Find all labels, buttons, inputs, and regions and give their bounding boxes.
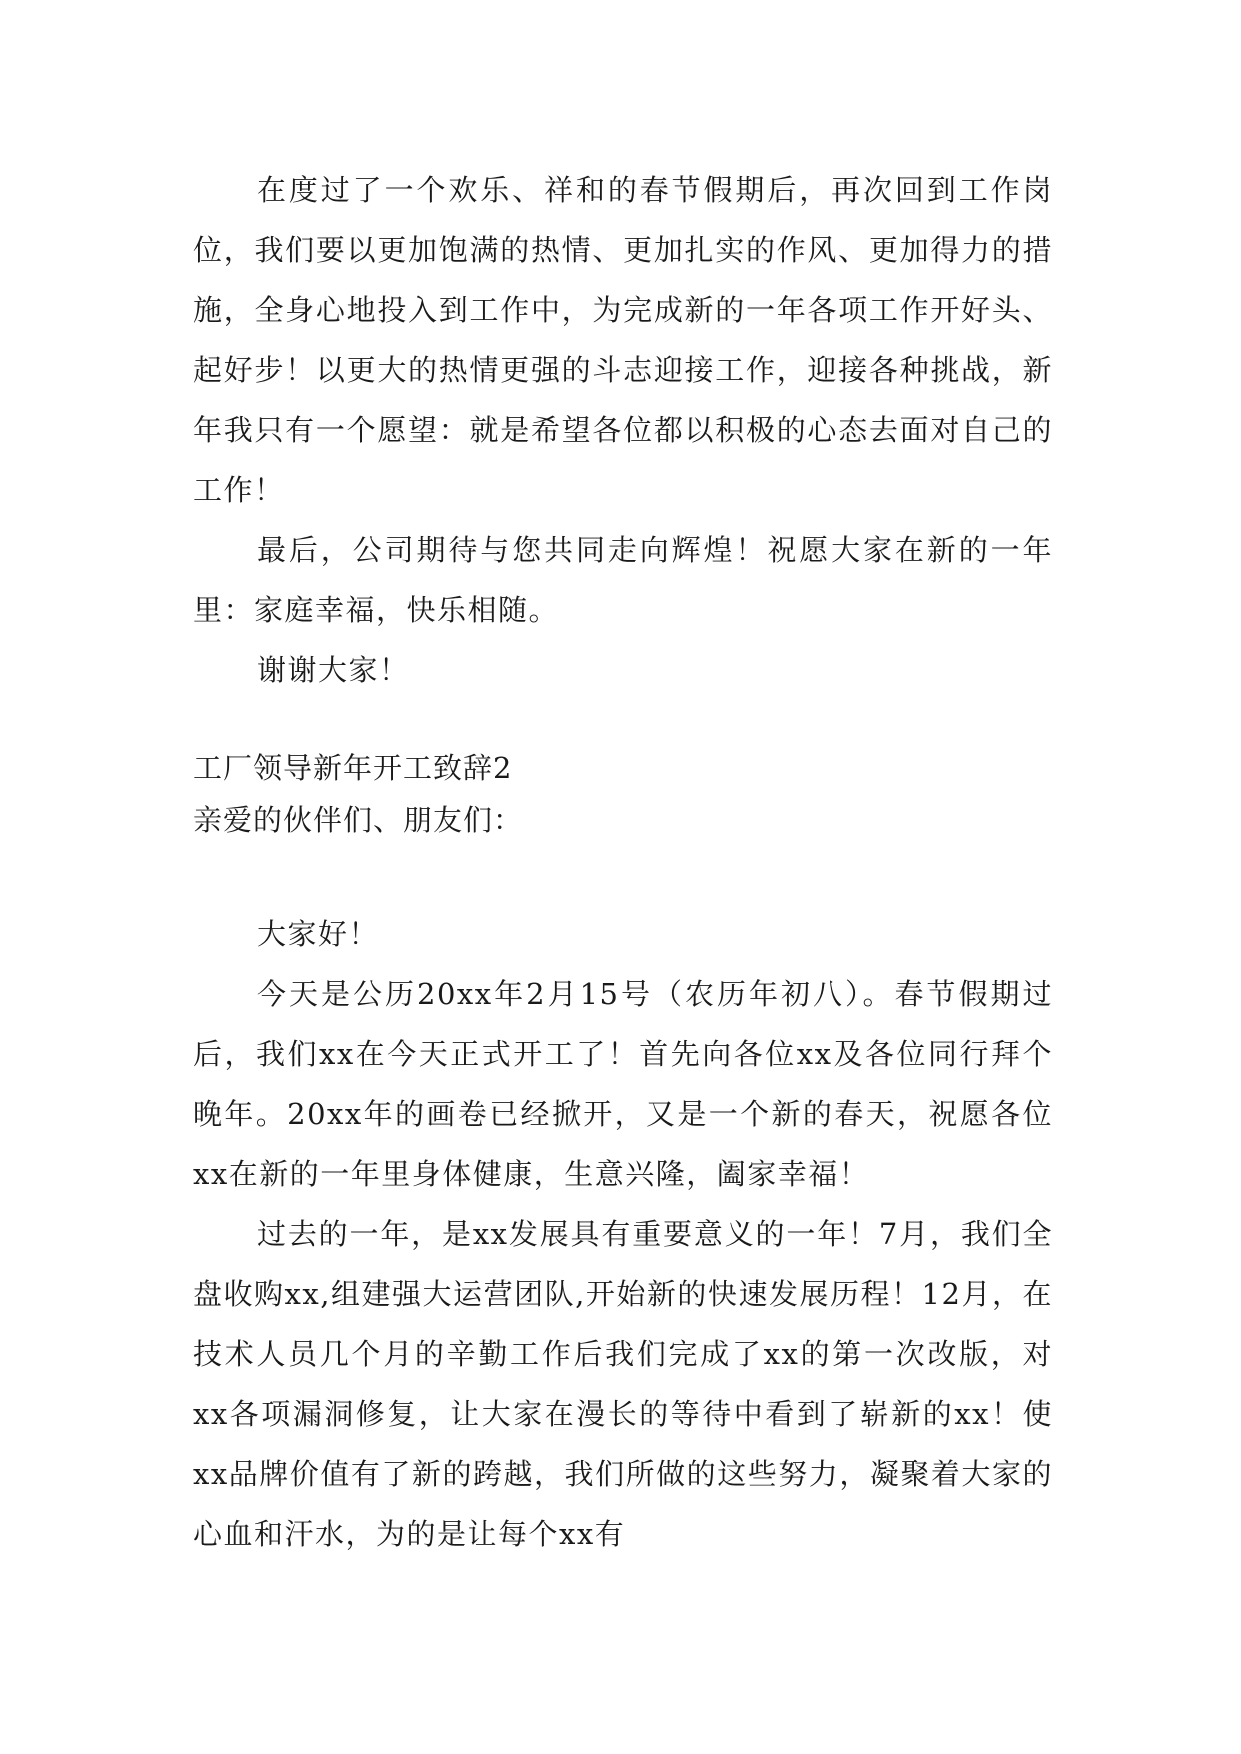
document-page	[193, 160, 1053, 1564]
speech-2-header	[193, 742, 1053, 846]
paragraph-thanks: 谢谢大家！	[257, 653, 410, 687]
speech-1-body	[193, 160, 1053, 700]
speech-2-body	[193, 904, 1053, 1564]
section-title: 工厂领导新年开工致辞2	[193, 751, 513, 785]
paragraph-past-year: 过去的一年，是xx发展具有重要意义的一年！7月，我们全盘收购xx,组建强大运营团队,开始新的快速发展历程！12月，在技术人员几个月的辛勤工作后我们完成了xx的第一次改版，对xx各项漏洞修复，让大家在漫长的等待中看到了崭新的xx！使xx品牌价值有了新的跨越，我们所做的这些努力，凝聚着大家的心血和汗水，为的是让每个xx有	[193, 1217, 1053, 1551]
salutation-spacer	[193, 846, 1053, 904]
paragraph-greeting: 大家好！	[257, 917, 380, 951]
salutation: 亲爱的伙伴们、朋友们：	[193, 803, 524, 837]
paragraph-closing-wishes: 最后，公司期待与您共同走向辉煌！祝愿大家在新的一年里：家庭幸福，快乐相随。	[193, 533, 1053, 627]
paragraph-work-resumption: 在度过了一个欢乐、祥和的春节假期后，再次回到工作岗位，我们要以更加饱满的热情、更加扎实的作风、更加得力的措施，全身心地投入到工作中，为完成新的一年各项工作开好头、起好步！以更大的热情更强的斗志迎接工作，迎接各种挑战，新年我只有一个愿望：就是希望各位都以积极的心态去面对自己的工作！	[193, 173, 1053, 507]
paragraph-opening-day: 今天是公历20xx年2月15号（农历年初八）。春节假期过后，我们xx在今天正式开工了！首先向各位xx及各位同行拜个晚年。20xx年的画卷已经掀开，又是一个新的春天，祝愿各位xx在新的一年里身体健康，生意兴隆，阖家幸福！	[193, 977, 1053, 1191]
section-spacer	[193, 700, 1053, 742]
